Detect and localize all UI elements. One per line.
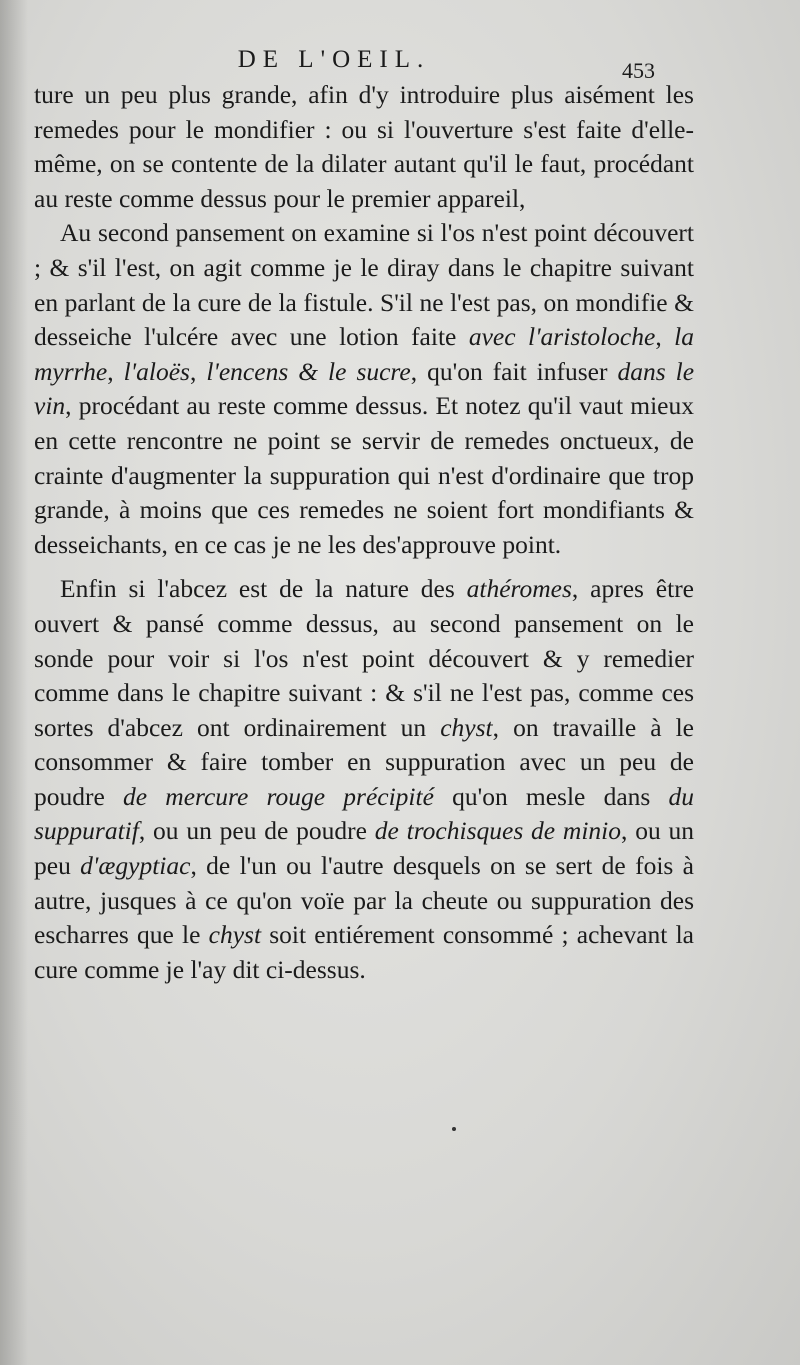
text-segment: , — [189, 356, 207, 386]
italic-segment: chyst — [208, 920, 262, 950]
text-segment: , — [107, 356, 124, 386]
italic-segment: l'aloës — [123, 356, 190, 386]
paragraph-2 — [34, 216, 694, 562]
italic-segment: athéromes — [466, 574, 572, 604]
italic-segment: du suppuratif — [34, 781, 695, 846]
ink-speck — [452, 1127, 456, 1131]
body-text — [34, 78, 694, 987]
italic-segment: dans le vin — [34, 356, 695, 421]
text-segment: Enfin si l'abcez est de la nature des — [60, 574, 467, 604]
running-head: DE L'OEIL. — [237, 46, 431, 73]
text-segment: qu'on mesle dans — [433, 781, 669, 811]
text-segment: ture un peu plus grande, afin d'y introduire plus aisément les remedes pour le mondifier : ou si l'ouverture s'est faite d'elle-même, on se contente de la dilater autant qu'il le faut, procédant au reste comme dessus pour le premier appareil, — [34, 80, 694, 213]
text-segment: , ou un peu de poudre — [138, 816, 375, 846]
gutter-shadow — [0, 0, 28, 1365]
italic-segment: l'encens & le sucre — [206, 356, 411, 386]
italic-segment: avec l'aristoloche — [468, 322, 656, 352]
text-segment: , procédant au reste comme dessus. Et notez qu'il vaut mieux en cette rencontre ne point se servir de remedes onctueux, de crainte d'augmenter la suppuration qui n'est d'ordinaire que trop grande, à moins que ces remedes ne soient fort mondifiants & desseichants, en ce cas je ne les des'approuve point. — [34, 391, 694, 559]
text-segment: , apres être ouvert & pansé comme dessus, au second pansement on le sonde pour voir si l'os n'est point découvert & y remedier comme dans le chapitre suivant : & s'il ne l'est pas, comme ces sortes d'abcez ont ordinairement un — [34, 574, 694, 742]
italic-segment: chyst — [440, 712, 493, 742]
italic-segment: d'ægyptiac — [80, 851, 191, 881]
text-segment: Au second pansement on examine si l'os n'est point découvert ; & s'il l'est, on agit comme je le diray dans le chapitre suivant en parlant de la cure de la fistule. S'il ne l'est pas, on mondifie & desseiche l'ulcére avec une lotion faite — [34, 218, 694, 352]
text-segment: , — [655, 322, 675, 352]
italic-segment: de mercure rouge précipité — [123, 781, 434, 811]
text-segment: , on travaille à le consommer & faire tomber en suppuration avec un peu de poudre — [34, 712, 694, 811]
page-number: 453 — [622, 58, 655, 83]
paragraph-1 — [34, 78, 694, 216]
paragraph-3 — [34, 572, 694, 987]
text-segment: , ou un peu — [34, 816, 694, 881]
italic-segment: la myrrhe — [34, 322, 695, 386]
italic-segment: de trochisques de minio — [374, 816, 622, 846]
text-segment: soit entiérement consommé ; achevant la cure comme je l'ay dit ci-dessus. — [34, 920, 694, 984]
text-segment: , de l'un ou l'autre desquels on se sert de fois à autre, jusques à ce qu'on voïe par la cheute ou suppuration des escharres que le — [34, 851, 694, 950]
text-segment: , qu'on fait infuser — [410, 356, 618, 386]
